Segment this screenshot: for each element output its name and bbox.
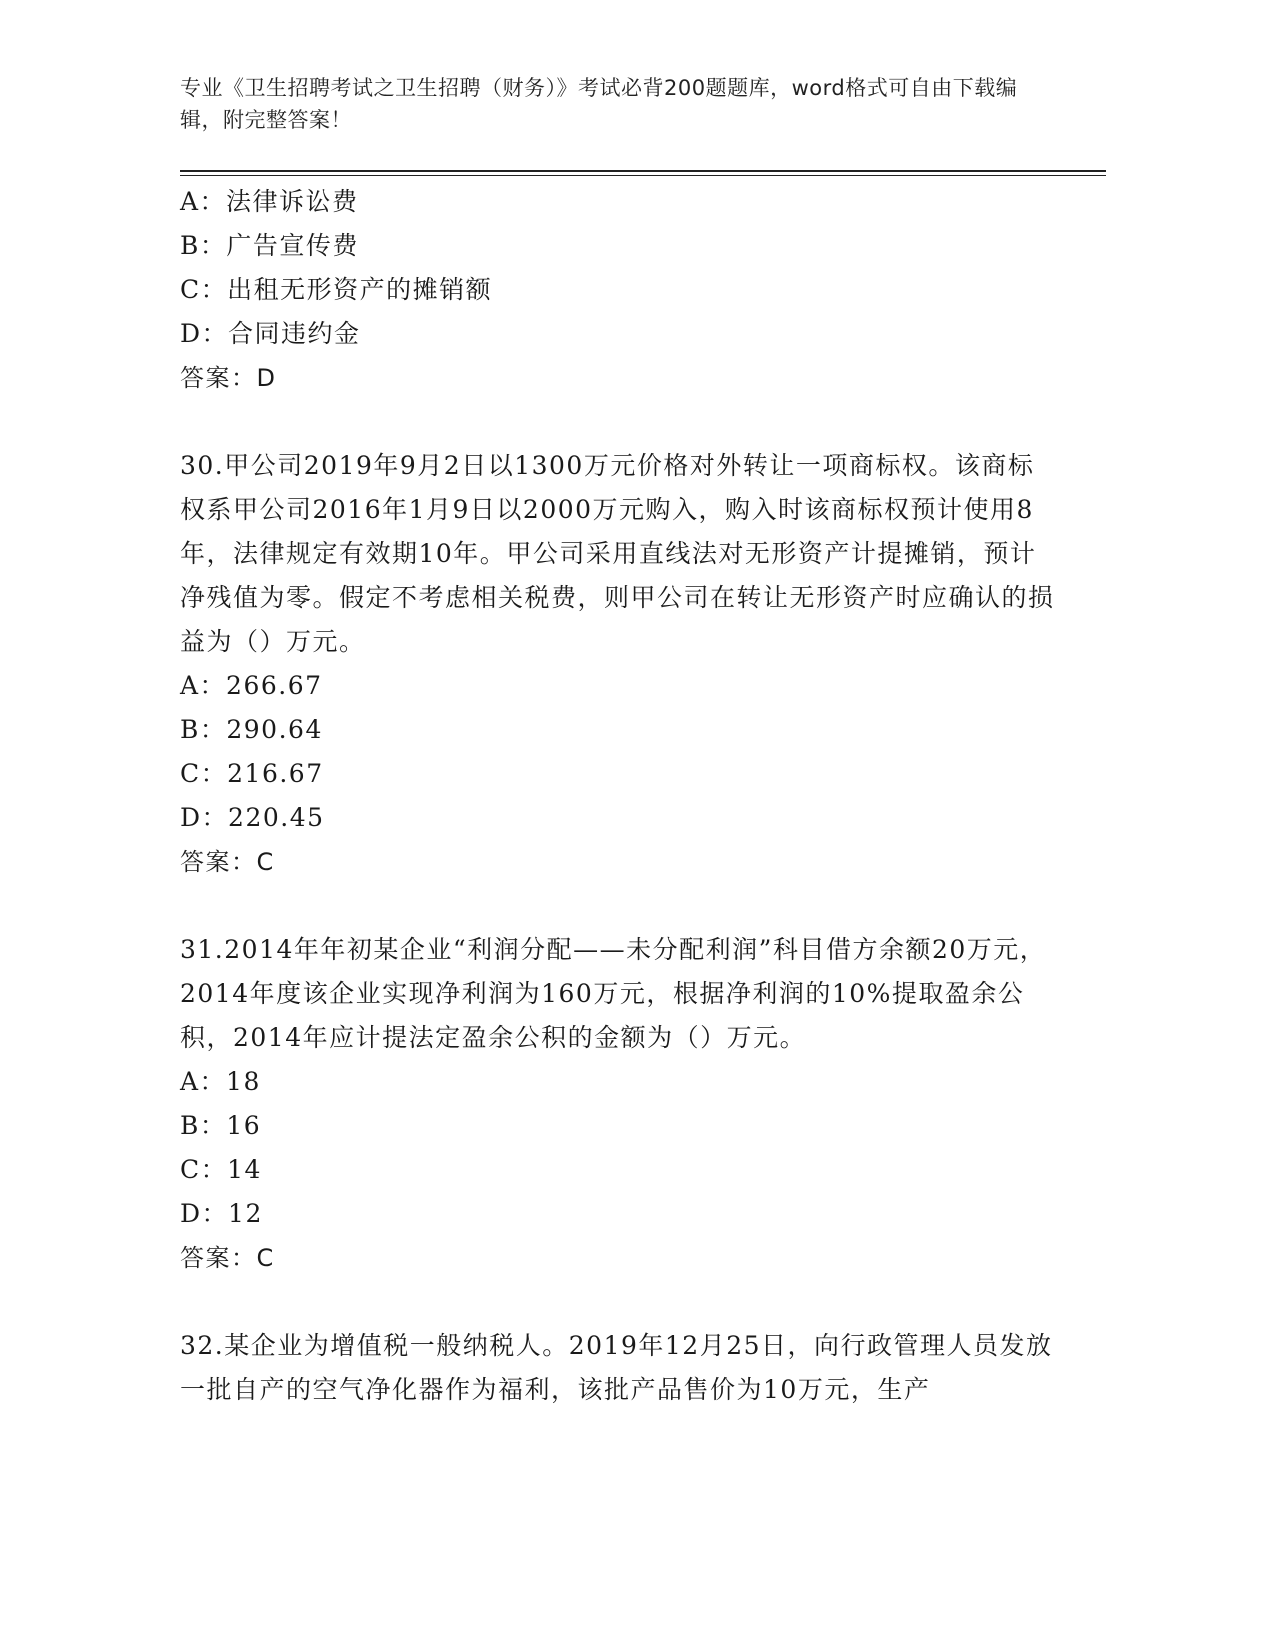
option-c: C：216.67 (180, 759, 324, 788)
question-32-text: 32.某企业为增值税一般纳税人。2019年12月25日，向行政管理人员发放一批自产的空气净化器作为福利，该批产品售价为10万元，生产 (180, 1331, 1053, 1404)
option-d: D：12 (180, 1199, 263, 1228)
option-a: A：18 (180, 1067, 261, 1096)
option-c: C：出租无形资产的摊销额 (180, 275, 493, 304)
answer-line: 答案：C (180, 1244, 275, 1272)
option-a: A：266.67 (180, 671, 323, 700)
option-c: C：14 (180, 1155, 262, 1184)
page-header: 专业《卫生招聘考试之卫生招聘（财务）》考试必背200题题库，word格式可自由下载编辑，附完整答案！ (180, 76, 1018, 132)
option-b: B：16 (180, 1111, 262, 1140)
answer-line: 答案：D (180, 364, 277, 392)
answer-line: 答案：C (180, 848, 275, 876)
question-31-text: 31.2014年年初某企业“利润分配——未分配利润”科目借方余额20万元，2014年度该企业实现净利润为160万元，根据净利润的10%提取盈余公积，2014年应计提法定盈余公积的金额为（）万元。 (180, 935, 1047, 1052)
header-divider (180, 170, 1106, 172)
option-a: A：法律诉讼费 (180, 187, 359, 216)
option-d: D：合同违约金 (180, 319, 361, 348)
question-content (180, 180, 1060, 1412)
option-b: B：290.64 (180, 715, 323, 744)
option-b: B：广告宣传费 (180, 231, 359, 260)
header-divider-thin (180, 175, 1106, 176)
option-d: D：220.45 (180, 803, 325, 832)
question-30-text: 30.甲公司2019年9月2日以1300万元价格对外转让一项商标权。该商标权系甲公司2016年1月9日以2000万元购入，购入时该商标权预计使用8年，法律规定有效期10年。甲公司采用直线法对无形资产计提摊销，预计净残值为零。假定不考虑相关税费，则甲公司在转让无形资产时应确认的损益为（）万元。 (180, 451, 1055, 656)
